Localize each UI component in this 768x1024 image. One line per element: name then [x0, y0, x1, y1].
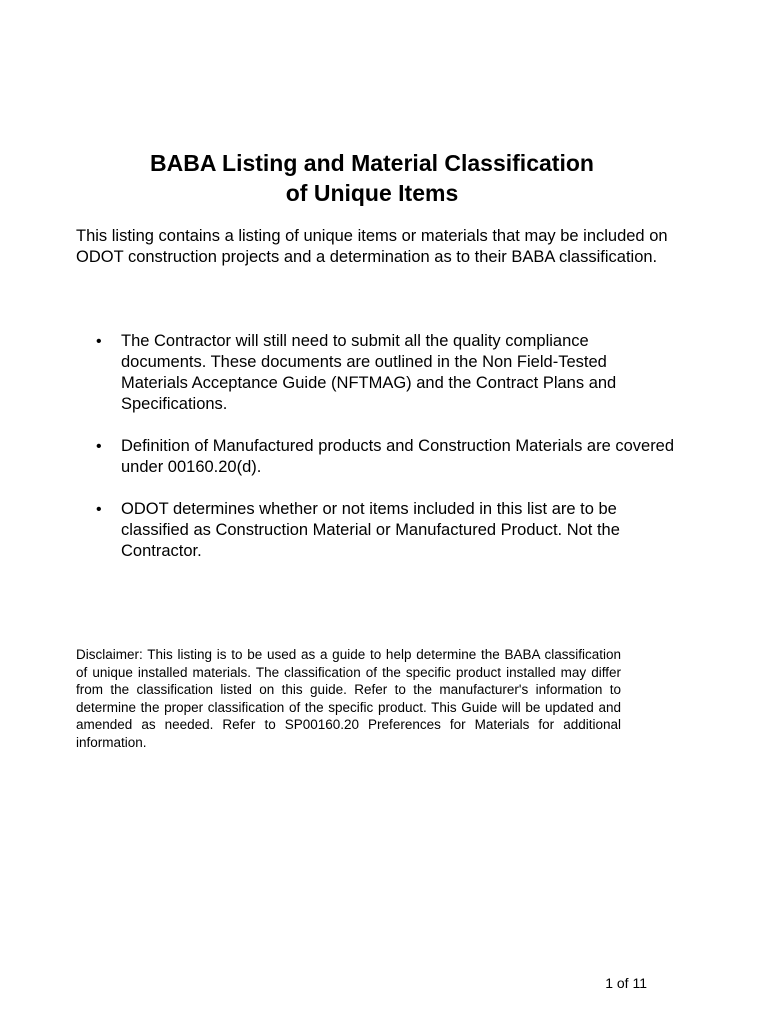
bullet-item-odot-determination	[76, 499, 676, 562]
document-title-line-1: BABA Listing and Material Classification	[150, 150, 594, 176]
document-title-line-2: of Unique Items	[285, 180, 459, 206]
disclaimer-paragraph: Disclaimer: This listing is to be used as a guide to help determine the BABA classification of unique installed materials. The classification of the specific product installed may differ from the classification listed on this guide. Refer to the manufacturer's information to determine the proper classification of the specific product. This Guide will be updated and amended as needed. Refer to SP00160.20 Preferences for Materials for additional information.	[76, 647, 621, 750]
bullet-text: The Contractor will still need to submit all the quality compliance documents. These documents are outlined in the Non Field-Tested Materials Acceptance Guide (NFTMAG) and the Contract Plans and Specifications.	[121, 332, 617, 413]
page-number: 1 of 11	[605, 975, 647, 991]
bullet-marker-icon: •	[96, 333, 102, 350]
intro-paragraph: This listing contains a listing of unique items or materials that may be included on ODOT construction projects and a determination as to their BABA classification.	[76, 227, 668, 266]
bullet-item-definition	[76, 436, 676, 478]
bullet-text: ODOT determines whether or not items included in this list are to be classified as Construction Material or Manufactured Product. Not the Contractor.	[121, 500, 620, 560]
bullet-item-contractor-documents	[76, 331, 676, 415]
bullet-text: Definition of Manufactured products and Construction Materials are covered under 00160.20(d).	[121, 437, 675, 476]
bullet-marker-icon: •	[96, 501, 102, 518]
document-title	[76, 148, 668, 208]
bullet-list	[76, 331, 676, 583]
bullet-marker-icon: •	[96, 438, 102, 455]
